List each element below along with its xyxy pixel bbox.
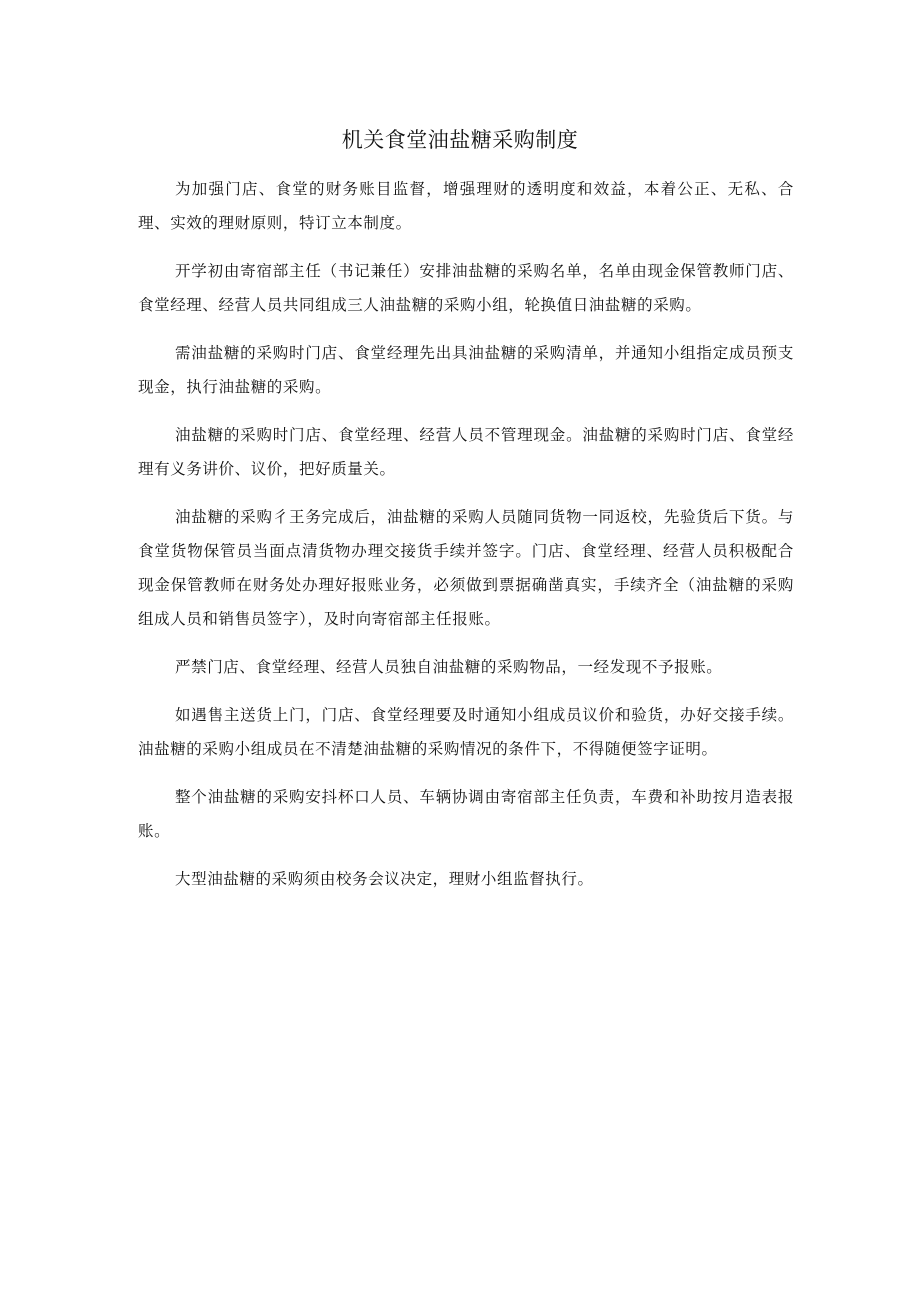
document-body bbox=[138, 172, 794, 910]
paragraph-prohibition: 严禁门店、食堂经理、经营人员独自油盐糖的采购物品，一经发现不予报账。 bbox=[175, 658, 723, 676]
paragraph-purpose: 为加强门店、食堂的财务账目监督，增强理财的透明度和效益，本着公正、无私、合理、实效的理财原则，特订立本制度。 bbox=[138, 180, 794, 232]
paragraph-purchase-list: 需油盐糖的采购时门店、食堂经理先出具油盐糖的采购清单，并通知小组指定成员预支现金，执行油盐糖的采购。 bbox=[138, 344, 794, 396]
paragraph-purchasing-group: 开学初由寄宿部主任（书记兼任）安排油盐糖的采购名单，名单由现金保管教师门店、食堂经理、经营人员共同组成三人油盐糖的采购小组，轮换值日油盐糖的采购。 bbox=[138, 262, 794, 314]
paragraph-large-purchases: 大型油盐糖的采购须由校务会议决定，理财小组监督执行。 bbox=[175, 870, 594, 888]
paragraph-delivery-and-reimbursement: 油盐糖的采购彳王务完成后，油盐糖的采购人员随同货物一同返校，先验货后下货。与食堂货物保管员当面点清货物办理交接货手续并签字。门店、食堂经理、经营人员积极配合现金保管教师在财务处办理好报账业务，必须做到票据确凿真实，手续齐全（油盐糖的采购组成人员和销售员签字），及时向寄宿部主任报账。 bbox=[138, 508, 794, 628]
paragraph-door-delivery: 如遇售主送货上门，门店、食堂经理要及时通知小组成员议价和验货，办好交接手续。油盐糖的采购小组成员在不清楚油盐糖的采购情况的条件下，不得随便签字证明。 bbox=[138, 706, 794, 758]
document-title: 机关食堂油盐糖采购制度 bbox=[341, 128, 579, 152]
paragraph-vehicle-coordination: 整个油盐糖的采购安抖杯口人员、车辆协调由寄宿部主任负责，车费和补助按月造表报账。 bbox=[138, 788, 794, 840]
paragraph-cash-management: 油盐糖的采购时门店、食堂经理、经营人员不管理现金。油盐糖的采购时门店、食堂经理有义务讲价、议价，把好质量关。 bbox=[138, 426, 794, 478]
